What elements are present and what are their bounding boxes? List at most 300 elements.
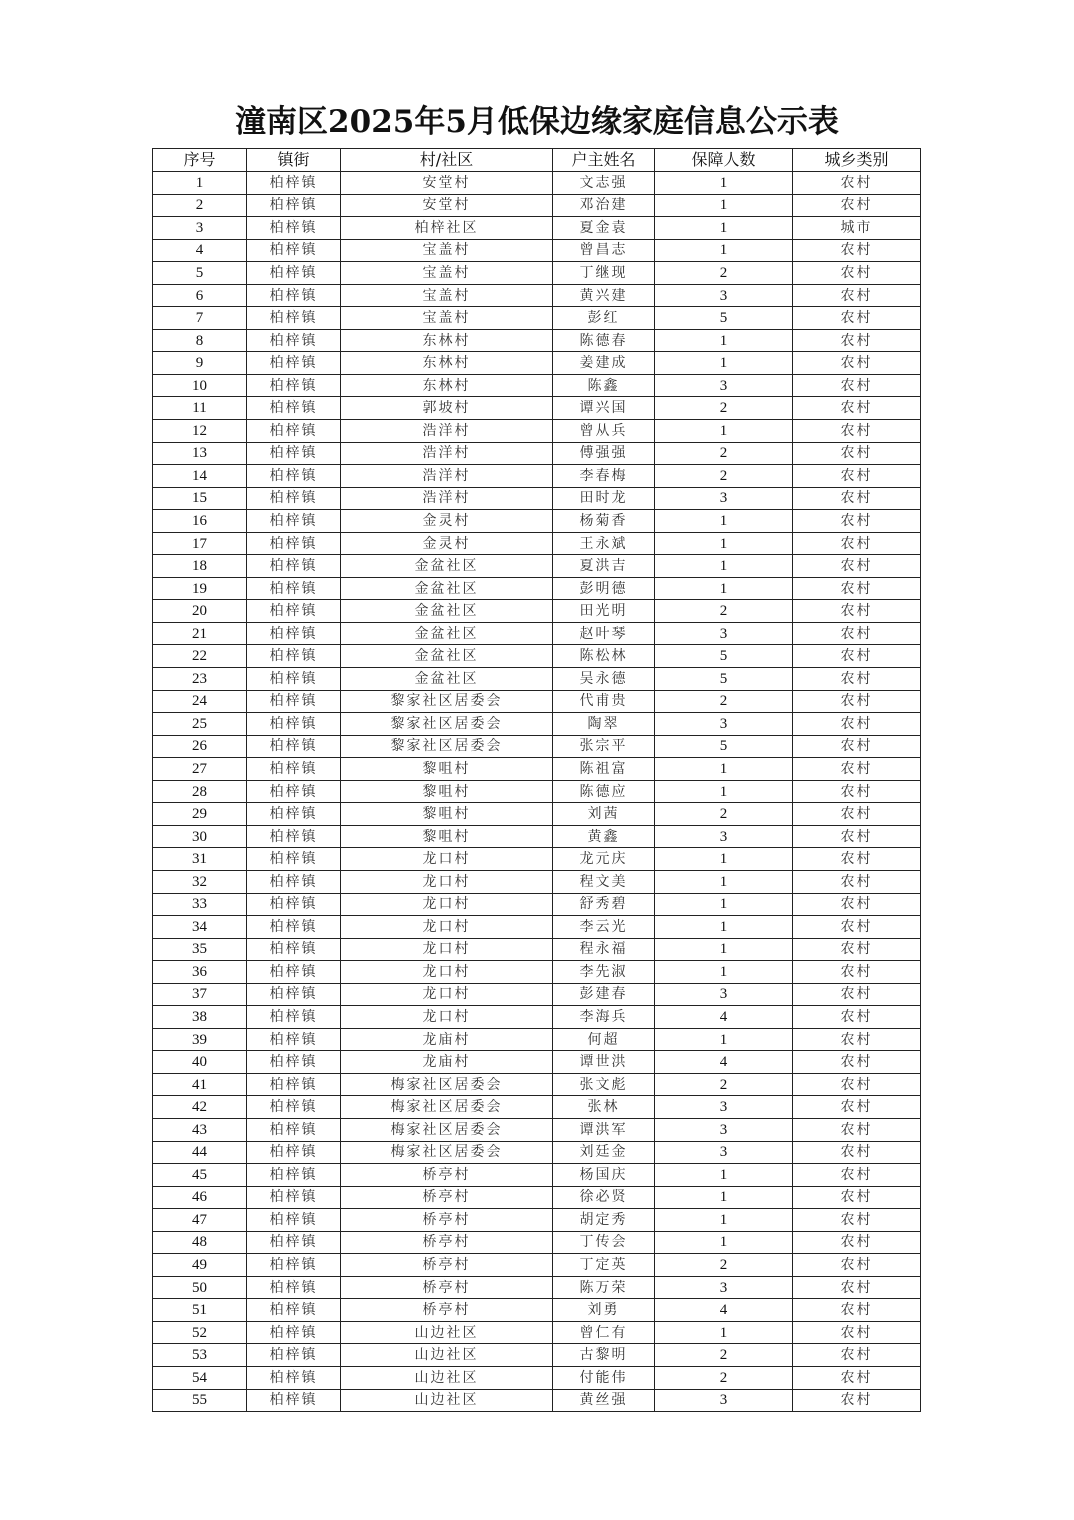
table-row bbox=[153, 780, 921, 803]
cell-town: 柏梓镇 bbox=[247, 1118, 341, 1141]
cell-covered-persons: 1 bbox=[655, 352, 793, 375]
table-row bbox=[153, 487, 921, 510]
table-body bbox=[153, 172, 921, 1412]
cell-village: 黎家社区居委会 bbox=[341, 690, 553, 713]
cell-householder: 陈德应 bbox=[553, 780, 655, 803]
table-row bbox=[153, 916, 921, 939]
cell-urban-rural: 农村 bbox=[793, 1209, 921, 1232]
cell-serial: 38 bbox=[153, 1006, 247, 1029]
cell-town: 柏梓镇 bbox=[247, 194, 341, 217]
table-row bbox=[153, 1028, 921, 1051]
cell-urban-rural: 农村 bbox=[793, 555, 921, 578]
cell-householder: 吴永德 bbox=[553, 668, 655, 691]
cell-urban-rural: 农村 bbox=[793, 735, 921, 758]
cell-town: 柏梓镇 bbox=[247, 352, 341, 375]
cell-householder: 何超 bbox=[553, 1028, 655, 1051]
cell-serial: 21 bbox=[153, 622, 247, 645]
cell-town: 柏梓镇 bbox=[247, 916, 341, 939]
cell-covered-persons: 3 bbox=[655, 487, 793, 510]
cell-householder: 李海兵 bbox=[553, 1006, 655, 1029]
cell-householder: 张林 bbox=[553, 1096, 655, 1119]
cell-serial: 50 bbox=[153, 1276, 247, 1299]
cell-village: 宝盖村 bbox=[341, 284, 553, 307]
table-header-row bbox=[153, 149, 921, 172]
cell-urban-rural: 农村 bbox=[793, 600, 921, 623]
cell-urban-rural: 农村 bbox=[793, 329, 921, 352]
cell-village: 浩洋村 bbox=[341, 487, 553, 510]
cell-town: 柏梓镇 bbox=[247, 622, 341, 645]
cell-householder: 彭红 bbox=[553, 307, 655, 330]
cell-urban-rural: 农村 bbox=[793, 938, 921, 961]
cell-householder: 彭建春 bbox=[553, 983, 655, 1006]
cell-serial: 29 bbox=[153, 803, 247, 826]
cell-town: 柏梓镇 bbox=[247, 577, 341, 600]
cell-serial: 52 bbox=[153, 1321, 247, 1344]
cell-covered-persons: 1 bbox=[655, 1321, 793, 1344]
cell-covered-persons: 1 bbox=[655, 217, 793, 240]
table-row bbox=[153, 307, 921, 330]
cell-covered-persons: 1 bbox=[655, 1186, 793, 1209]
cell-village: 安堂村 bbox=[341, 172, 553, 195]
cell-urban-rural: 农村 bbox=[793, 1276, 921, 1299]
cell-urban-rural: 农村 bbox=[793, 1073, 921, 1096]
table-row bbox=[153, 555, 921, 578]
cell-village: 安堂村 bbox=[341, 194, 553, 217]
table-row bbox=[153, 1186, 921, 1209]
cell-covered-persons: 2 bbox=[655, 397, 793, 420]
cell-town: 柏梓镇 bbox=[247, 1006, 341, 1029]
cell-householder: 李先淑 bbox=[553, 961, 655, 984]
cell-town: 柏梓镇 bbox=[247, 668, 341, 691]
cell-urban-rural: 农村 bbox=[793, 803, 921, 826]
cell-town: 柏梓镇 bbox=[247, 217, 341, 240]
cell-serial: 51 bbox=[153, 1299, 247, 1322]
cell-village: 金盆社区 bbox=[341, 645, 553, 668]
cell-householder: 舒秀碧 bbox=[553, 893, 655, 916]
table-row bbox=[153, 1276, 921, 1299]
cell-serial: 14 bbox=[153, 465, 247, 488]
cell-householder: 胡定秀 bbox=[553, 1209, 655, 1232]
cell-covered-persons: 2 bbox=[655, 1254, 793, 1277]
cell-urban-rural: 农村 bbox=[793, 239, 921, 262]
cell-urban-rural: 农村 bbox=[793, 172, 921, 195]
cell-covered-persons: 1 bbox=[655, 510, 793, 533]
cell-town: 柏梓镇 bbox=[247, 1164, 341, 1187]
cell-covered-persons: 4 bbox=[655, 1006, 793, 1029]
cell-town: 柏梓镇 bbox=[247, 1141, 341, 1164]
cell-householder: 傅强强 bbox=[553, 442, 655, 465]
cell-village: 桥亭村 bbox=[341, 1299, 553, 1322]
cell-serial: 26 bbox=[153, 735, 247, 758]
cell-village: 龙口村 bbox=[341, 961, 553, 984]
cell-urban-rural: 农村 bbox=[793, 1141, 921, 1164]
cell-serial: 16 bbox=[153, 510, 247, 533]
cell-householder: 曾仁有 bbox=[553, 1321, 655, 1344]
cell-serial: 4 bbox=[153, 239, 247, 262]
cell-urban-rural: 农村 bbox=[793, 262, 921, 285]
cell-householder: 赵叶琴 bbox=[553, 622, 655, 645]
cell-village: 东林村 bbox=[341, 352, 553, 375]
cell-village: 金盆社区 bbox=[341, 555, 553, 578]
cell-urban-rural: 农村 bbox=[793, 1164, 921, 1187]
cell-village: 黎咀村 bbox=[341, 780, 553, 803]
cell-town: 柏梓镇 bbox=[247, 1276, 341, 1299]
cell-town: 柏梓镇 bbox=[247, 284, 341, 307]
cell-town: 柏梓镇 bbox=[247, 825, 341, 848]
cell-householder: 陈万荣 bbox=[553, 1276, 655, 1299]
cell-householder: 姜建成 bbox=[553, 352, 655, 375]
table-row bbox=[153, 172, 921, 195]
cell-householder: 田光明 bbox=[553, 600, 655, 623]
cell-town: 柏梓镇 bbox=[247, 803, 341, 826]
cell-covered-persons: 2 bbox=[655, 1073, 793, 1096]
cell-covered-persons: 2 bbox=[655, 262, 793, 285]
cell-covered-persons: 1 bbox=[655, 420, 793, 443]
cell-covered-persons: 3 bbox=[655, 284, 793, 307]
cell-covered-persons: 2 bbox=[655, 690, 793, 713]
cell-householder: 李春梅 bbox=[553, 465, 655, 488]
cell-village: 黎咀村 bbox=[341, 825, 553, 848]
cell-village: 山边社区 bbox=[341, 1366, 553, 1389]
table-row bbox=[153, 329, 921, 352]
cell-covered-persons: 1 bbox=[655, 1164, 793, 1187]
cell-householder: 曾从兵 bbox=[553, 420, 655, 443]
cell-village: 龙口村 bbox=[341, 870, 553, 893]
cell-village: 黎咀村 bbox=[341, 758, 553, 781]
cell-serial: 6 bbox=[153, 284, 247, 307]
cell-town: 柏梓镇 bbox=[247, 487, 341, 510]
table-row bbox=[153, 803, 921, 826]
cell-urban-rural: 农村 bbox=[793, 420, 921, 443]
cell-serial: 15 bbox=[153, 487, 247, 510]
cell-village: 金盆社区 bbox=[341, 668, 553, 691]
cell-serial: 2 bbox=[153, 194, 247, 217]
cell-serial: 54 bbox=[153, 1366, 247, 1389]
cell-serial: 11 bbox=[153, 397, 247, 420]
cell-householder: 彭明德 bbox=[553, 577, 655, 600]
cell-householder: 程永福 bbox=[553, 938, 655, 961]
cell-urban-rural: 农村 bbox=[793, 1299, 921, 1322]
cell-village: 黎咀村 bbox=[341, 803, 553, 826]
cell-town: 柏梓镇 bbox=[247, 329, 341, 352]
table-row bbox=[153, 1299, 921, 1322]
cell-householder: 刘茜 bbox=[553, 803, 655, 826]
cell-householder: 龙元庆 bbox=[553, 848, 655, 871]
cell-urban-rural: 农村 bbox=[793, 397, 921, 420]
table-row bbox=[153, 758, 921, 781]
cell-householder: 谭兴国 bbox=[553, 397, 655, 420]
cell-serial: 47 bbox=[153, 1209, 247, 1232]
cell-urban-rural: 农村 bbox=[793, 1366, 921, 1389]
cell-covered-persons: 3 bbox=[655, 374, 793, 397]
table-row bbox=[153, 645, 921, 668]
cell-householder: 黄丝强 bbox=[553, 1389, 655, 1412]
cell-urban-rural: 农村 bbox=[793, 622, 921, 645]
cell-serial: 25 bbox=[153, 713, 247, 736]
cell-covered-persons: 3 bbox=[655, 825, 793, 848]
cell-urban-rural: 农村 bbox=[793, 645, 921, 668]
cell-urban-rural: 农村 bbox=[793, 870, 921, 893]
table-row bbox=[153, 577, 921, 600]
cell-urban-rural: 农村 bbox=[793, 1389, 921, 1412]
cell-town: 柏梓镇 bbox=[247, 1209, 341, 1232]
cell-covered-persons: 2 bbox=[655, 465, 793, 488]
cell-town: 柏梓镇 bbox=[247, 983, 341, 1006]
cell-covered-persons: 1 bbox=[655, 916, 793, 939]
cell-town: 柏梓镇 bbox=[247, 239, 341, 262]
table-row bbox=[153, 1051, 921, 1074]
cell-serial: 5 bbox=[153, 262, 247, 285]
table-row bbox=[153, 217, 921, 240]
cell-serial: 37 bbox=[153, 983, 247, 1006]
cell-urban-rural: 农村 bbox=[793, 442, 921, 465]
cell-covered-persons: 1 bbox=[655, 577, 793, 600]
cell-serial: 41 bbox=[153, 1073, 247, 1096]
cell-village: 龙口村 bbox=[341, 893, 553, 916]
cell-covered-persons: 2 bbox=[655, 803, 793, 826]
cell-householder: 田时龙 bbox=[553, 487, 655, 510]
cell-serial: 17 bbox=[153, 532, 247, 555]
cell-covered-persons: 1 bbox=[655, 532, 793, 555]
cell-serial: 22 bbox=[153, 645, 247, 668]
cell-town: 柏梓镇 bbox=[247, 713, 341, 736]
cell-covered-persons: 5 bbox=[655, 735, 793, 758]
cell-serial: 19 bbox=[153, 577, 247, 600]
cell-householder: 刘勇 bbox=[553, 1299, 655, 1322]
cell-covered-persons: 3 bbox=[655, 1118, 793, 1141]
cell-town: 柏梓镇 bbox=[247, 172, 341, 195]
cell-village: 龙口村 bbox=[341, 983, 553, 1006]
table-row bbox=[153, 262, 921, 285]
cell-householder: 王永斌 bbox=[553, 532, 655, 555]
cell-covered-persons: 2 bbox=[655, 442, 793, 465]
cell-serial: 27 bbox=[153, 758, 247, 781]
cell-householder: 徐必贤 bbox=[553, 1186, 655, 1209]
cell-town: 柏梓镇 bbox=[247, 645, 341, 668]
cell-serial: 8 bbox=[153, 329, 247, 352]
cell-covered-persons: 2 bbox=[655, 600, 793, 623]
cell-serial: 23 bbox=[153, 668, 247, 691]
cell-serial: 13 bbox=[153, 442, 247, 465]
cell-village: 宝盖村 bbox=[341, 262, 553, 285]
table-row bbox=[153, 713, 921, 736]
cell-householder: 夏金袁 bbox=[553, 217, 655, 240]
cell-village: 桥亭村 bbox=[341, 1231, 553, 1254]
cell-serial: 33 bbox=[153, 893, 247, 916]
cell-town: 柏梓镇 bbox=[247, 893, 341, 916]
cell-urban-rural: 农村 bbox=[793, 1118, 921, 1141]
cell-householder: 陈祖富 bbox=[553, 758, 655, 781]
cell-town: 柏梓镇 bbox=[247, 1389, 341, 1412]
cell-urban-rural: 农村 bbox=[793, 1344, 921, 1367]
table-row bbox=[153, 668, 921, 691]
cell-town: 柏梓镇 bbox=[247, 510, 341, 533]
cell-village: 山边社区 bbox=[341, 1321, 553, 1344]
table-row bbox=[153, 600, 921, 623]
cell-serial: 9 bbox=[153, 352, 247, 375]
cell-village: 东林村 bbox=[341, 374, 553, 397]
table-row bbox=[153, 1073, 921, 1096]
cell-serial: 18 bbox=[153, 555, 247, 578]
cell-village: 梅家社区居委会 bbox=[341, 1118, 553, 1141]
cell-covered-persons: 4 bbox=[655, 1051, 793, 1074]
table-row bbox=[153, 622, 921, 645]
cell-householder: 黄鑫 bbox=[553, 825, 655, 848]
cell-town: 柏梓镇 bbox=[247, 307, 341, 330]
cell-village: 龙庙村 bbox=[341, 1051, 553, 1074]
cell-town: 柏梓镇 bbox=[247, 465, 341, 488]
beneficiary-table bbox=[152, 148, 921, 1412]
cell-town: 柏梓镇 bbox=[247, 1073, 341, 1096]
cell-covered-persons: 1 bbox=[655, 1231, 793, 1254]
cell-serial: 53 bbox=[153, 1344, 247, 1367]
cell-village: 金盆社区 bbox=[341, 622, 553, 645]
header-village: 村/社区 bbox=[341, 149, 553, 172]
cell-covered-persons: 1 bbox=[655, 870, 793, 893]
cell-serial: 46 bbox=[153, 1186, 247, 1209]
cell-village: 桥亭村 bbox=[341, 1186, 553, 1209]
cell-householder: 杨菊香 bbox=[553, 510, 655, 533]
cell-serial: 28 bbox=[153, 780, 247, 803]
cell-town: 柏梓镇 bbox=[247, 600, 341, 623]
cell-urban-rural: 农村 bbox=[793, 1006, 921, 1029]
table-row bbox=[153, 1209, 921, 1232]
table-row bbox=[153, 1321, 921, 1344]
cell-householder: 陈德春 bbox=[553, 329, 655, 352]
cell-householder: 付能伟 bbox=[553, 1366, 655, 1389]
cell-urban-rural: 农村 bbox=[793, 194, 921, 217]
cell-covered-persons: 3 bbox=[655, 1096, 793, 1119]
cell-serial: 40 bbox=[153, 1051, 247, 1074]
cell-town: 柏梓镇 bbox=[247, 938, 341, 961]
cell-householder: 陈鑫 bbox=[553, 374, 655, 397]
table-row bbox=[153, 352, 921, 375]
cell-serial: 48 bbox=[153, 1231, 247, 1254]
cell-village: 宝盖村 bbox=[341, 307, 553, 330]
cell-householder: 黄兴建 bbox=[553, 284, 655, 307]
cell-town: 柏梓镇 bbox=[247, 961, 341, 984]
cell-village: 金盆社区 bbox=[341, 577, 553, 600]
table-row bbox=[153, 938, 921, 961]
cell-householder: 丁继现 bbox=[553, 262, 655, 285]
cell-village: 桥亭村 bbox=[341, 1164, 553, 1187]
cell-covered-persons: 2 bbox=[655, 1344, 793, 1367]
cell-urban-rural: 农村 bbox=[793, 1254, 921, 1277]
cell-serial: 30 bbox=[153, 825, 247, 848]
cell-householder: 陈松林 bbox=[553, 645, 655, 668]
table-row bbox=[153, 1096, 921, 1119]
cell-covered-persons: 1 bbox=[655, 194, 793, 217]
cell-urban-rural: 城市 bbox=[793, 217, 921, 240]
cell-village: 金灵村 bbox=[341, 510, 553, 533]
cell-covered-persons: 1 bbox=[655, 938, 793, 961]
cell-town: 柏梓镇 bbox=[247, 780, 341, 803]
table-row bbox=[153, 1254, 921, 1277]
cell-householder: 刘廷金 bbox=[553, 1141, 655, 1164]
cell-village: 龙口村 bbox=[341, 848, 553, 871]
cell-householder: 张文彪 bbox=[553, 1073, 655, 1096]
cell-town: 柏梓镇 bbox=[247, 1186, 341, 1209]
cell-town: 柏梓镇 bbox=[247, 1231, 341, 1254]
cell-urban-rural: 农村 bbox=[793, 983, 921, 1006]
cell-village: 黎家社区居委会 bbox=[341, 713, 553, 736]
cell-covered-persons: 3 bbox=[655, 1141, 793, 1164]
cell-urban-rural: 农村 bbox=[793, 1051, 921, 1074]
table-row bbox=[153, 735, 921, 758]
table-row bbox=[153, 1366, 921, 1389]
cell-serial: 20 bbox=[153, 600, 247, 623]
cell-urban-rural: 农村 bbox=[793, 1028, 921, 1051]
header-serial: 序号 bbox=[153, 149, 247, 172]
table-row bbox=[153, 442, 921, 465]
cell-householder: 李云光 bbox=[553, 916, 655, 939]
cell-town: 柏梓镇 bbox=[247, 555, 341, 578]
cell-serial: 39 bbox=[153, 1028, 247, 1051]
cell-urban-rural: 农村 bbox=[793, 893, 921, 916]
cell-village: 梅家社区居委会 bbox=[341, 1141, 553, 1164]
cell-village: 龙口村 bbox=[341, 938, 553, 961]
table-row bbox=[153, 1141, 921, 1164]
table-row bbox=[153, 870, 921, 893]
cell-covered-persons: 1 bbox=[655, 961, 793, 984]
cell-serial: 32 bbox=[153, 870, 247, 893]
cell-village: 金盆社区 bbox=[341, 600, 553, 623]
cell-householder: 代甫贵 bbox=[553, 690, 655, 713]
table-row bbox=[153, 893, 921, 916]
table-row bbox=[153, 465, 921, 488]
cell-village: 浩洋村 bbox=[341, 420, 553, 443]
cell-householder: 谭洪军 bbox=[553, 1118, 655, 1141]
cell-covered-persons: 1 bbox=[655, 329, 793, 352]
cell-covered-persons: 1 bbox=[655, 1028, 793, 1051]
cell-serial: 12 bbox=[153, 420, 247, 443]
cell-urban-rural: 农村 bbox=[793, 916, 921, 939]
cell-town: 柏梓镇 bbox=[247, 690, 341, 713]
cell-urban-rural: 农村 bbox=[793, 307, 921, 330]
cell-householder: 陶翠 bbox=[553, 713, 655, 736]
cell-covered-persons: 4 bbox=[655, 1299, 793, 1322]
cell-serial: 43 bbox=[153, 1118, 247, 1141]
header-town: 镇街 bbox=[247, 149, 341, 172]
cell-town: 柏梓镇 bbox=[247, 848, 341, 871]
cell-serial: 35 bbox=[153, 938, 247, 961]
cell-urban-rural: 农村 bbox=[793, 532, 921, 555]
cell-serial: 31 bbox=[153, 848, 247, 871]
cell-urban-rural: 农村 bbox=[793, 1231, 921, 1254]
cell-householder: 古黎明 bbox=[553, 1344, 655, 1367]
cell-urban-rural: 农村 bbox=[793, 668, 921, 691]
cell-village: 宝盖村 bbox=[341, 239, 553, 262]
cell-urban-rural: 农村 bbox=[793, 690, 921, 713]
table-row bbox=[153, 532, 921, 555]
cell-covered-persons: 1 bbox=[655, 758, 793, 781]
cell-covered-persons: 1 bbox=[655, 893, 793, 916]
cell-village: 浩洋村 bbox=[341, 465, 553, 488]
cell-village: 浩洋村 bbox=[341, 442, 553, 465]
cell-serial: 1 bbox=[153, 172, 247, 195]
cell-village: 桥亭村 bbox=[341, 1276, 553, 1299]
cell-covered-persons: 5 bbox=[655, 645, 793, 668]
cell-urban-rural: 农村 bbox=[793, 780, 921, 803]
cell-serial: 36 bbox=[153, 961, 247, 984]
table-row bbox=[153, 284, 921, 307]
page-title: 潼南区2025年5月低保边缘家庭信息公示表 bbox=[235, 104, 839, 140]
cell-urban-rural: 农村 bbox=[793, 848, 921, 871]
cell-covered-persons: 3 bbox=[655, 1389, 793, 1412]
table-row bbox=[153, 1118, 921, 1141]
cell-town: 柏梓镇 bbox=[247, 1096, 341, 1119]
cell-householder: 邓治建 bbox=[553, 194, 655, 217]
